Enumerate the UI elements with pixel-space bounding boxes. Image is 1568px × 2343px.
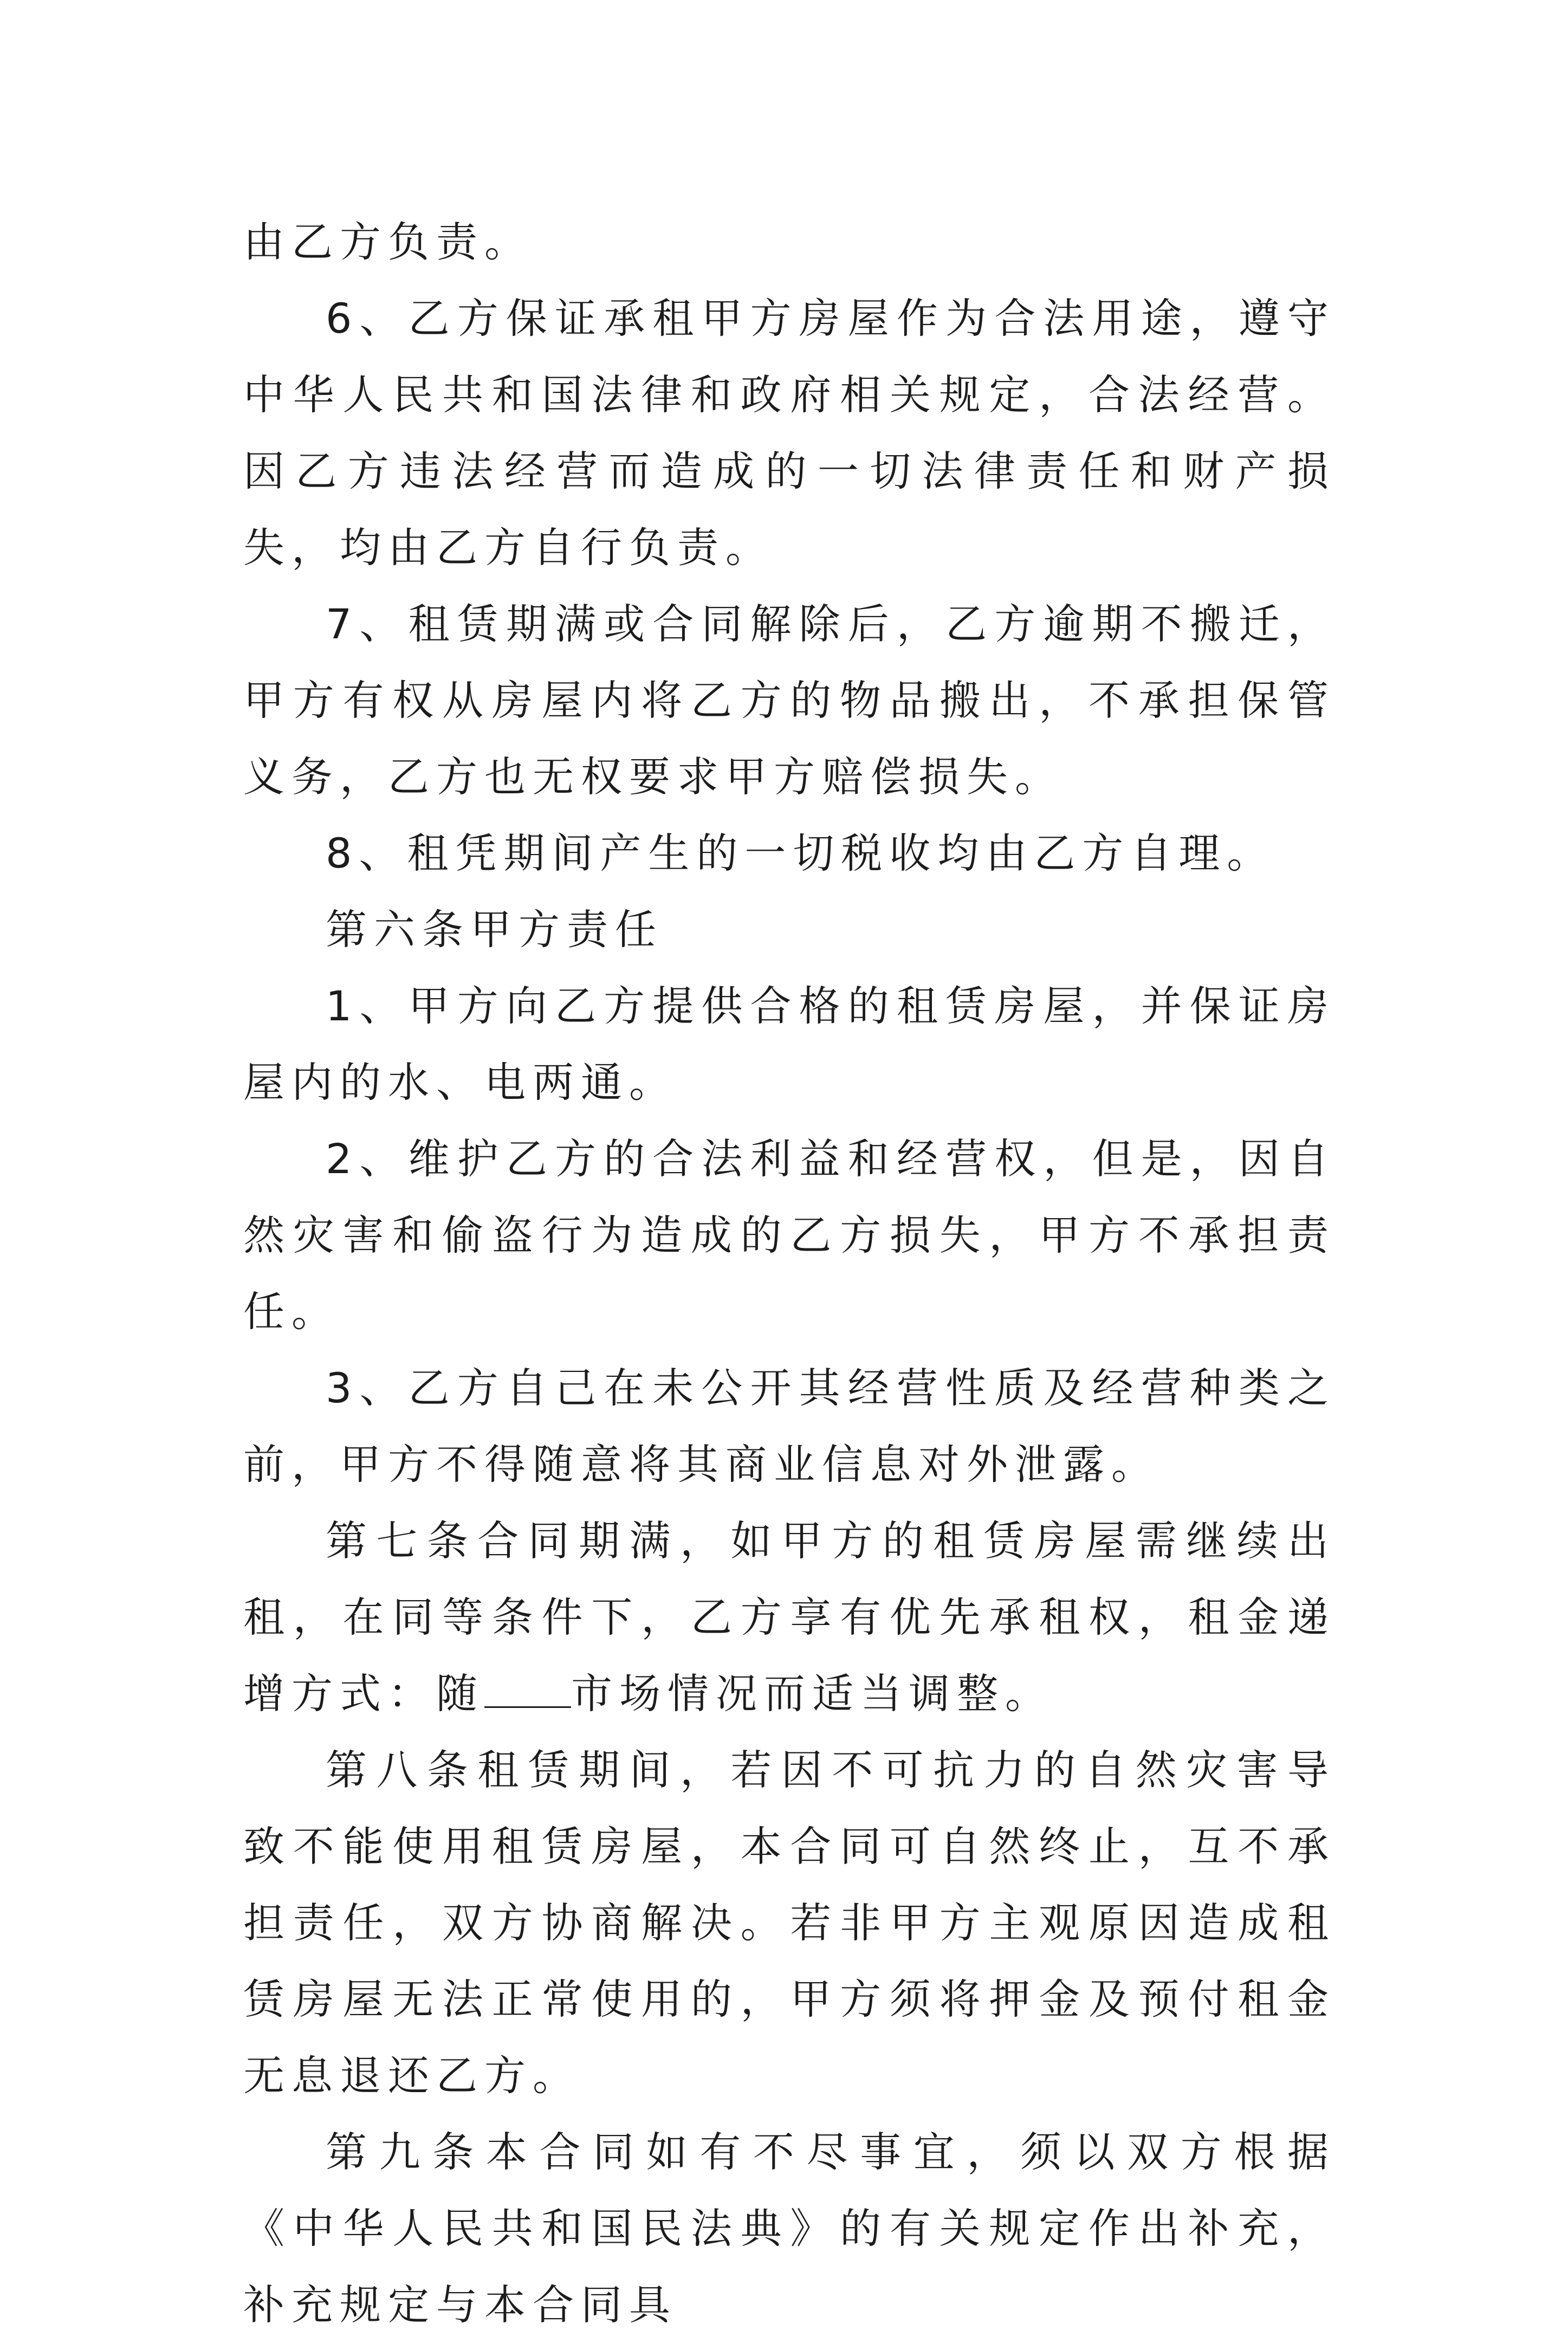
paragraph-article-9: 第九条本合同如有不尽事宜，须以双方根据《中华人民共和国民法典》的有关规定作出补充，补充规定与本合同具 bbox=[243, 2128, 1336, 2329]
paragraph-article-6-item-3: 3、乙方自己在未公开其经营性质及经营种类之前，甲方不得随意将其商业信息对外泄露。 bbox=[243, 1364, 1336, 1488]
fill-in-blank bbox=[484, 1669, 571, 1708]
paragraph-article-8: 第八条租赁期间，若因不可抗力的自然灾害导致不能使用租赁房屋，本合同可自然终止，互不承担责任，双方协商解决。若非甲方主观原因造成租赁房屋无法正常使用的，甲方须将押金及预付租金无息退还乙方。 bbox=[243, 1746, 1336, 2100]
paragraph-continuation: 由乙方负责。 bbox=[243, 218, 533, 266]
paragraph-article-6-item-2: 2、维护乙方的合法利益和经营权，但是，因自然灾害和偷盗行为造成的乙方损失，甲方不承担责任。 bbox=[243, 1135, 1336, 1336]
article-7-text-after-blank: 市场情况而适当调整。 bbox=[571, 1669, 1053, 1718]
paragraph-clause-6: 6、乙方保证承租甲方房屋作为合法用途，遵守中华人民共和国法律和政府相关规定，合法经营。因乙方违法经营而造成的一切法律责任和财产损失，均由乙方自行负责。 bbox=[243, 294, 1336, 572]
paragraph-article-7 bbox=[243, 1503, 1336, 1732]
paragraph-clause-7: 7、租赁期满或合同解除后，乙方逾期不搬迁，甲方有权从房屋内将乙方的物品搬出，不承担保管义务，乙方也无权要求甲方赔偿损失。 bbox=[243, 600, 1336, 801]
paragraph-article-6-item-1: 1、甲方向乙方提供合格的租赁房屋，并保证房屋内的水、电两通。 bbox=[243, 982, 1336, 1106]
article-7-text-before-blank: 第七条合同期满，如甲方的租赁房屋需继续出租，在同等条件下，乙方享有优先承租权，租金递增方式：随 bbox=[243, 1517, 1336, 1718]
section-heading-article-6: 第六条甲方责任 bbox=[326, 905, 663, 954]
document-body bbox=[243, 204, 1336, 2343]
paragraph-clause-8: 8、租凭期间产生的一切税收均由乙方自理。 bbox=[326, 829, 1275, 877]
